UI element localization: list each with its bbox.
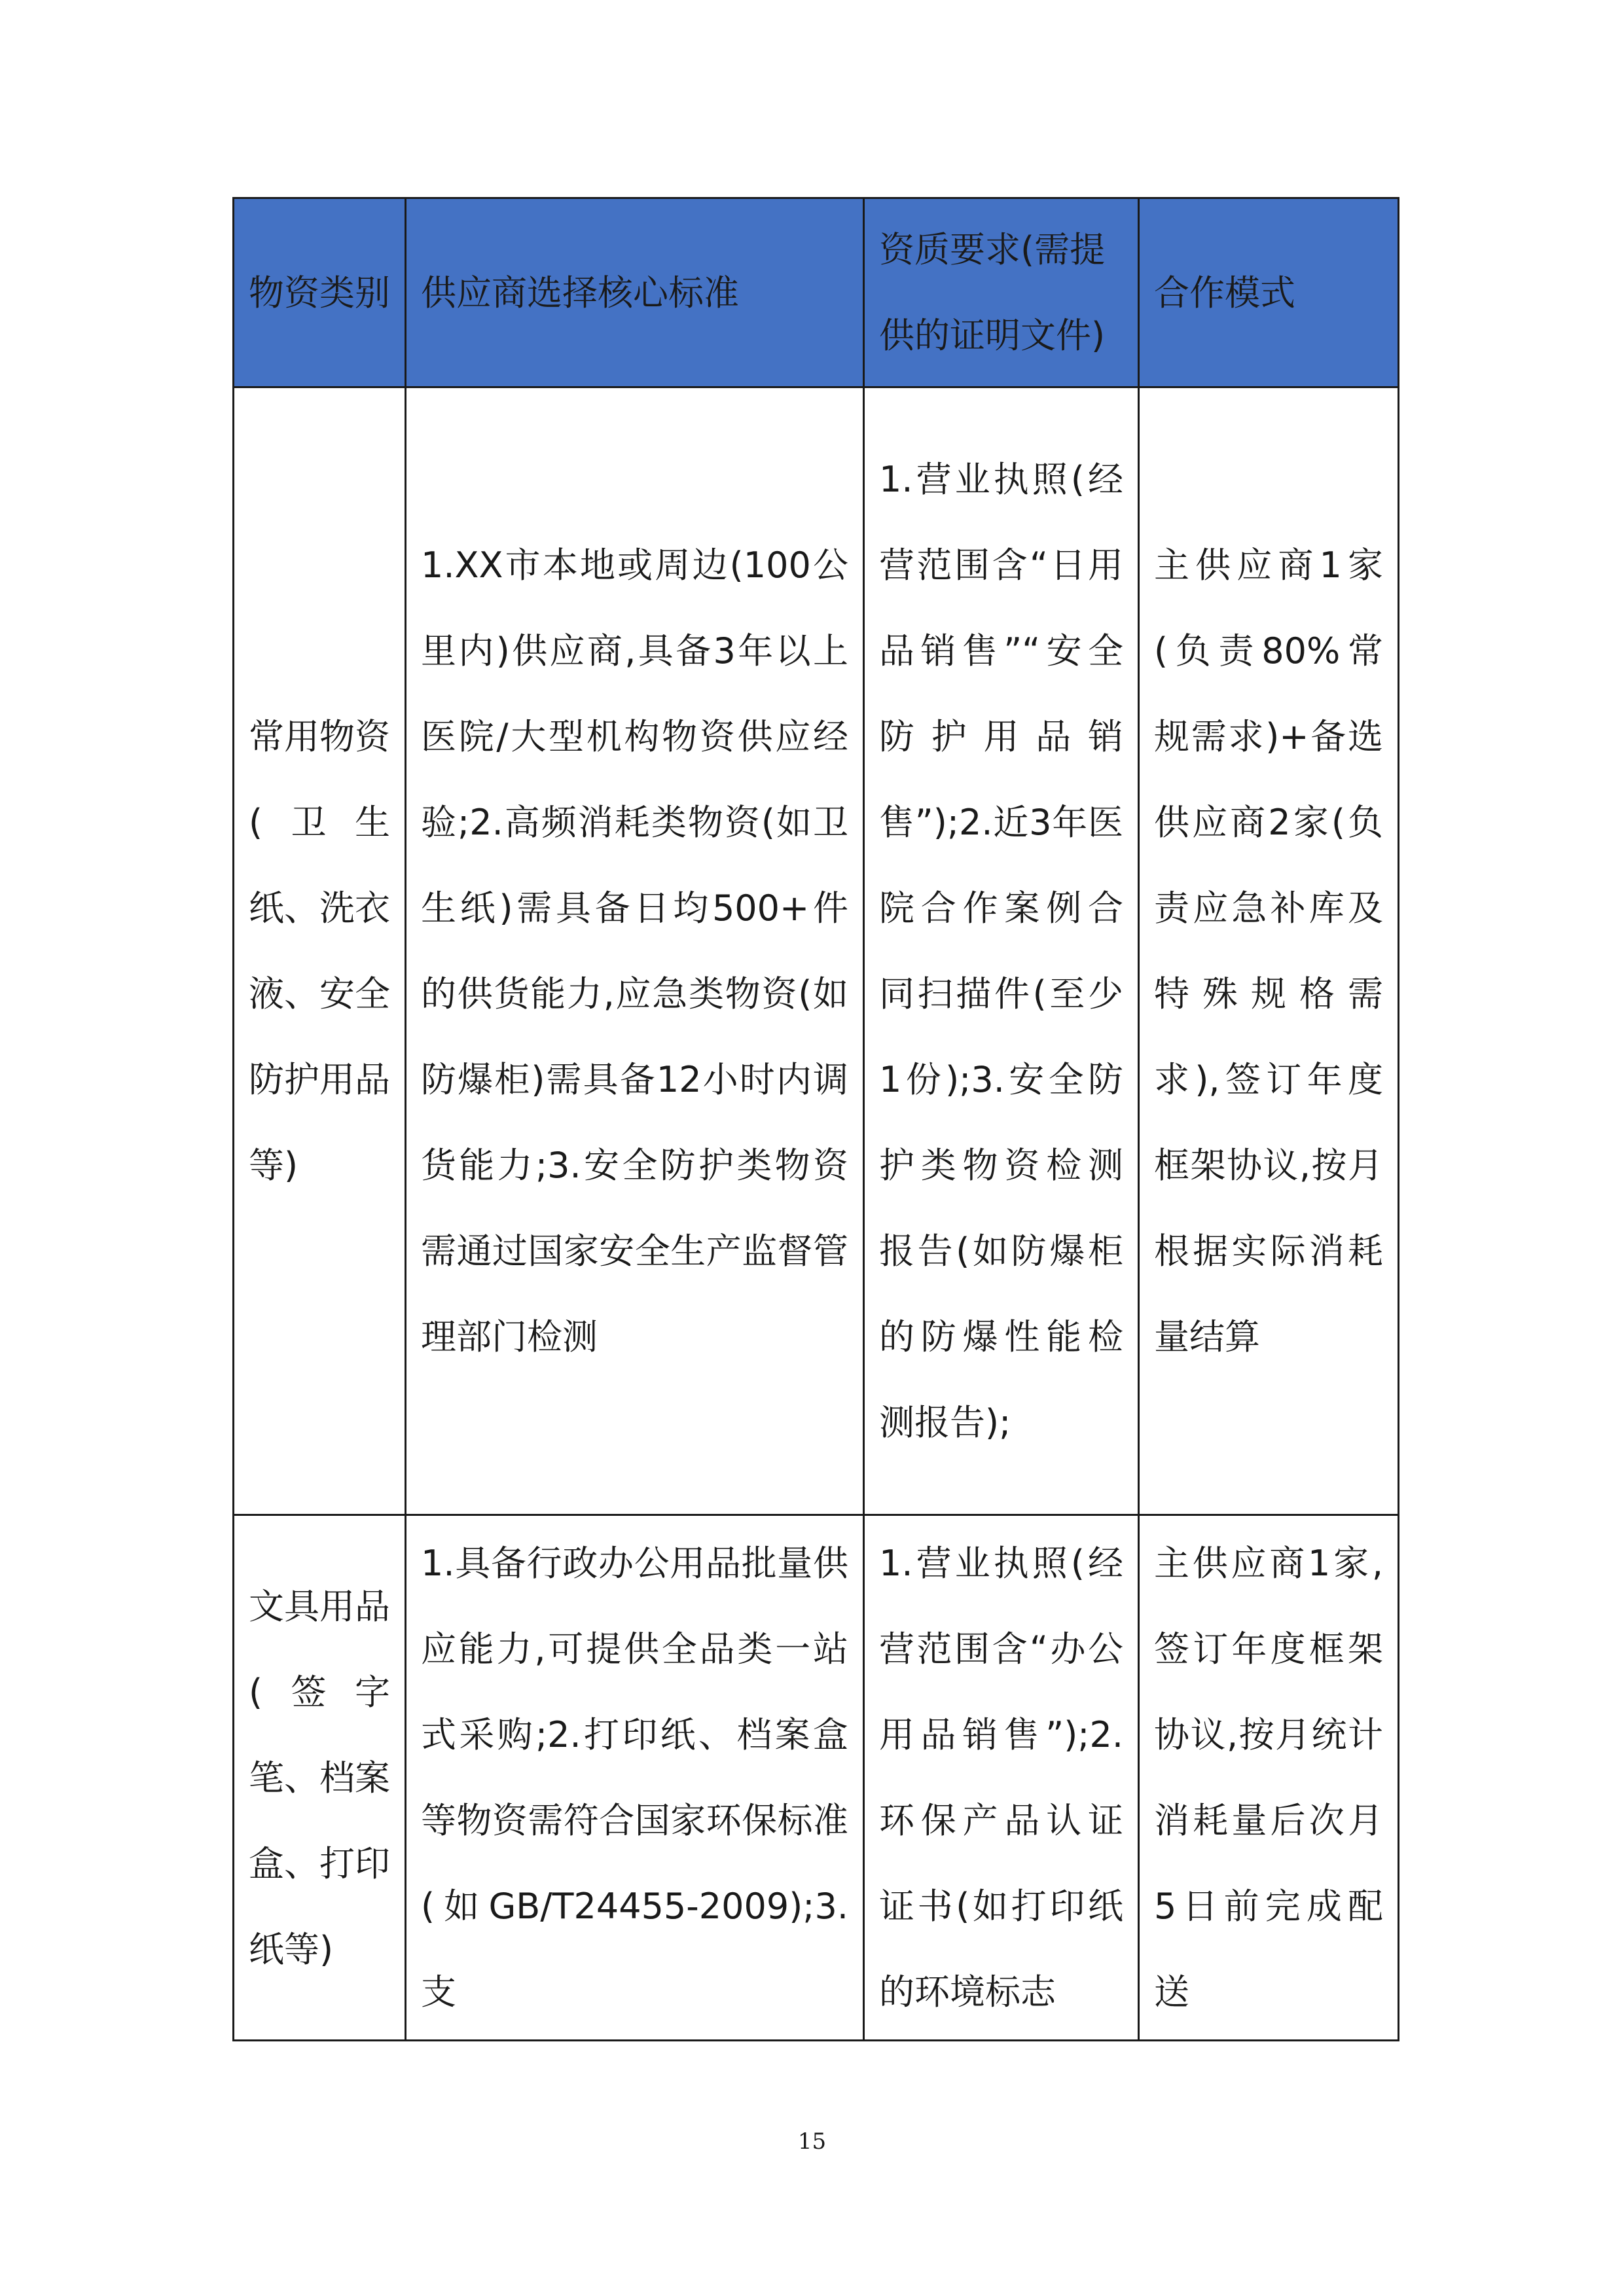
cell-selection-standard: 1.XX市本地或周边(100公里内)供应商,具备3年以上医院/大型机构物资供应经验;2.高频消耗类物资(如卫生纸)需具备日均500+件的供货能力,应急类物资(如防爆柜)需具备12小时内调货能力;3.安全防护类物资需通过国家安全生产监督管理部门检测 bbox=[406, 387, 864, 1515]
page-number: 15 bbox=[797, 2128, 827, 2155]
cell-selection-standard: 1.具备行政办公用品批量供应能力,可提供全品类一站式采购;2.打印纸、档案盒等物资需符合国家环保标准(如GB/T24455-2009);3.支 bbox=[406, 1515, 864, 2041]
cell-qualification: 1.营业执照(经营范围含“办公用品销售”);2.环保产品认证证书(如打印纸的环境标志 bbox=[864, 1515, 1139, 2041]
cell-qualification: 1.营业执照(经营范围含“日用品销售”“安全防护用品销售”);2.近3年医院合作案例合同扫描件(至少1份);3.安全防护类物资检测报告(如防爆柜的防爆性能检测报告); bbox=[864, 387, 1139, 1515]
cell-category: 常用物资(卫生纸、洗衣液、安全防护用品等) bbox=[234, 387, 406, 1515]
table-row bbox=[234, 387, 1399, 1515]
cell-category: 文具用品(签字笔、档案盒、打印纸等) bbox=[234, 1515, 406, 2041]
cell-cooperation-mode: 主供应商1家(负责80%常规需求)+备选供应商2家(负责应急补库及特殊规格需求),签订年度框架协议,按月根据实际消耗量结算 bbox=[1139, 387, 1399, 1515]
cell-cooperation-mode: 主供应商1家,签订年度框架协议,按月统计消耗量后次月5日前完成配送 bbox=[1139, 1515, 1399, 2041]
header-category: 物资类别 bbox=[234, 198, 406, 387]
header-cooperation-mode: 合作模式 bbox=[1139, 198, 1399, 387]
supplier-requirements-table bbox=[232, 197, 1399, 2041]
table-row bbox=[234, 1515, 1399, 2041]
header-qualification: 资质要求(需提供的证明文件) bbox=[864, 198, 1139, 387]
table-header-row bbox=[234, 198, 1399, 387]
header-selection-standard: 供应商选择核心标准 bbox=[406, 198, 864, 387]
